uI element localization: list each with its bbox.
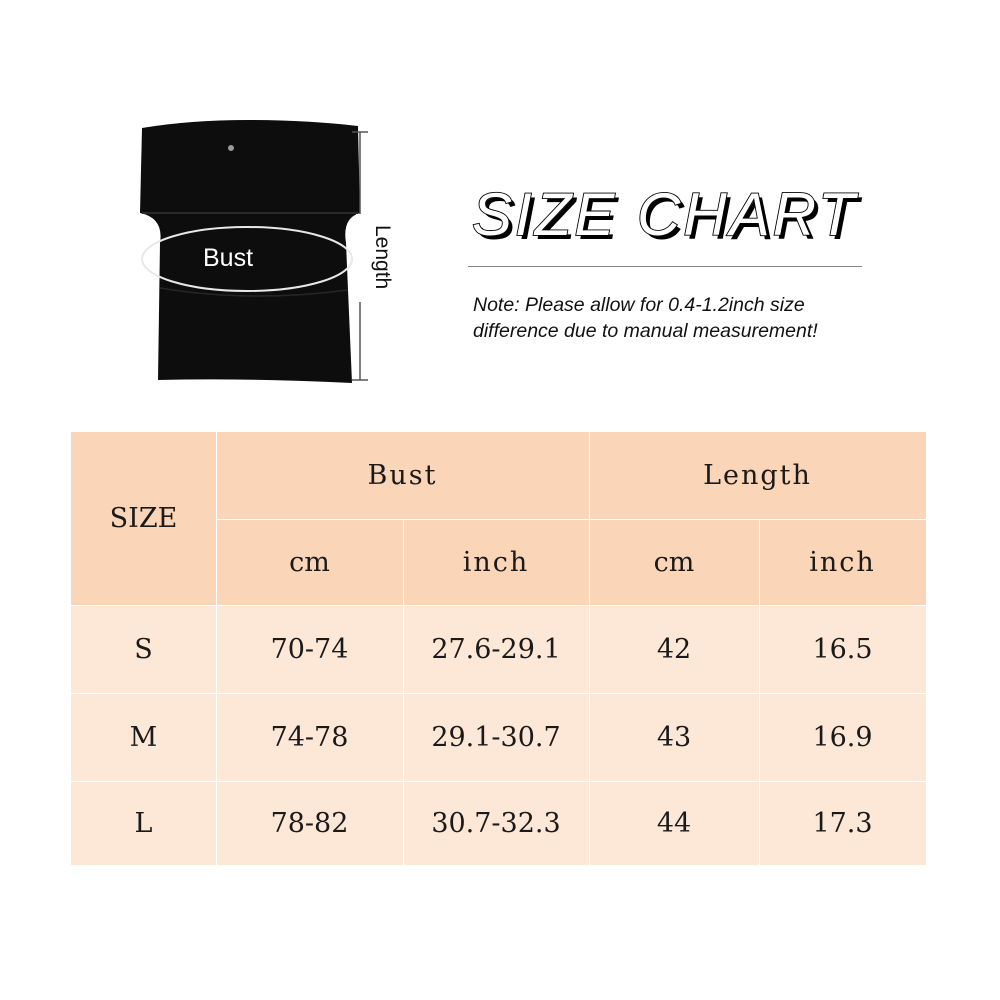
length-label: Length bbox=[371, 225, 394, 290]
grid-line bbox=[589, 432, 590, 865]
length-inch-cell: 17.3 bbox=[812, 807, 873, 839]
bust-label: Bust bbox=[203, 244, 254, 272]
bust-cm-cell: 74-78 bbox=[270, 721, 349, 753]
bust-cm-cell: 78-82 bbox=[270, 807, 349, 839]
length-inch-cell: 16.5 bbox=[812, 633, 873, 665]
grid-line bbox=[403, 519, 404, 865]
bust-inch-cell: 29.1-30.7 bbox=[431, 721, 561, 753]
size-cell: S bbox=[134, 633, 153, 665]
unit-header: inch bbox=[403, 519, 589, 605]
grid-line bbox=[216, 432, 217, 865]
unit-header: cm bbox=[216, 519, 403, 605]
grid-line bbox=[71, 693, 926, 694]
unit-header: cm bbox=[589, 519, 759, 605]
grid-line bbox=[759, 519, 760, 865]
title-divider bbox=[468, 266, 862, 267]
bust-cm-cell: 70-74 bbox=[270, 633, 349, 665]
unit-header: inch bbox=[759, 519, 926, 605]
bust-group-header: Bust bbox=[216, 432, 589, 519]
grid-line bbox=[71, 605, 926, 606]
size-cell: L bbox=[134, 807, 153, 839]
length-cm-cell: 44 bbox=[656, 807, 692, 839]
length-cm-cell: 42 bbox=[656, 633, 692, 665]
size-table bbox=[71, 432, 926, 865]
size-chart-title: SIZE CHART bbox=[472, 181, 858, 248]
length-cm-cell: 43 bbox=[656, 721, 692, 753]
size-cell: M bbox=[129, 721, 158, 753]
bust-inch-cell: 30.7-32.3 bbox=[431, 807, 561, 839]
size-header: SIZE bbox=[71, 432, 216, 605]
length-inch-cell: 16.9 bbox=[812, 721, 873, 753]
measurement-note: Note: Please allow for 0.4-1.2inch size difference due to manual measurement! bbox=[473, 294, 818, 342]
bust-inch-cell: 27.6-29.1 bbox=[431, 633, 561, 665]
grid-line bbox=[216, 519, 926, 520]
grid-line bbox=[71, 781, 926, 782]
length-group-header: Length bbox=[589, 432, 926, 519]
